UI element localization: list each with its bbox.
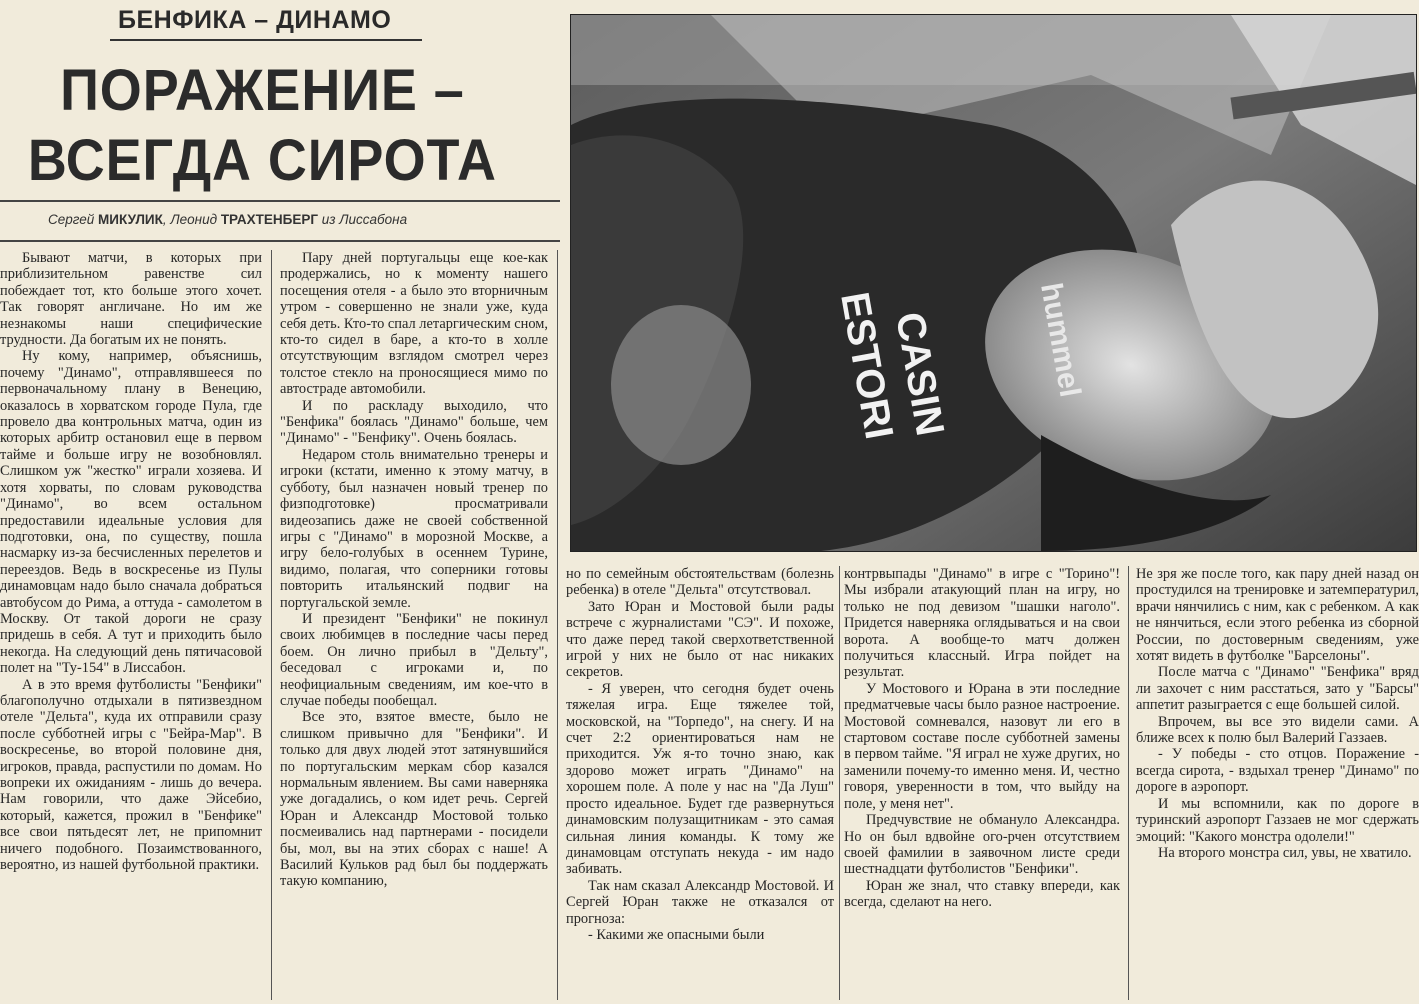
column-divider-2	[557, 250, 558, 1000]
paragraph: контрвыпады "Динамо" в игре с "Торино"! Мы избрали атакующий план на игру, но только не под девизом "шашки наголо". Придется наверняка оглядываться и на свои ворота. А вообще-то матч должен получиться классный. Игра пойдет на результат.	[844, 566, 1120, 681]
headline-line-1: ПОРАЖЕНИЕ –	[60, 58, 465, 123]
paragraph: И по раскладу выходило, что "Бенфика" боялась "Динамо" больше, чем "Динамо" - "Бенфику". Очень боялась.	[280, 397, 548, 447]
paragraph: И мы вспомнили, как по дороге в туринский аэропорт Газзаев не мог сдержать эмоций: "Какого монстра одолели!"	[1136, 795, 1419, 845]
byline-author-1: МИКУЛИК	[98, 212, 163, 227]
byline-prefix: Сергей	[48, 212, 99, 227]
paragraph: но по семейным обстоятельствам (болезнь ребенка) в отеле "Дельта" отсутствовал.	[566, 566, 834, 599]
byline-location: из Лиссабона	[318, 212, 408, 227]
paragraph: - Я уверен, что сегодня будет очень тяжелая игра. Еще тяжелее той, московской, на "Торпедо", на снегу. И на счет 2:2 ориентироваться нам не приходится. Уж я-то точно знаю, как здорово может играть "Динамо" на хорошем поле. А поле у нас на "Да Луш" просто идеальное. Будет где развернуться динамовским полузащитникам - это самая сильная линия команды. К тому же динамовцам отступать некуда - им надо забивать.	[566, 680, 834, 878]
paragraph: У Мостового и Юрана в эти последние предматчевые часы было разное настроение. Мостовой сомневался, назовут ли его в стартовом составе после субботней замены в первом тайме. "Я играл не хуже других, но заменили почему-то именно меня. И, честно говоря, уверенности в том, что выйду на поле, у меня нет".	[844, 680, 1120, 812]
paragraph: Все это, взятое вместе, было не слишком привычно для "Бенфики". И только для двух людей этот затянувшийся по португальским меркам сбор казался нормальным явлением. Вы сами наверняка уже догадались, о ком идет речь. Сергей Юран и Александр Мостовой только посмеивались над партнерами - посидели бы, мол, вы на этих сборах с наше! А Василий Кульков рад был бы поддержать такую компанию,	[280, 709, 548, 890]
paragraph: После матча с "Динамо" "Бенфика" вряд ли захочет с ним расстаться, зато у "Барсы" аппетит разыграется с еще большей силой.	[1136, 664, 1419, 714]
paragraph: Пару дней португальцы еще кое-как продержались, но к моменту нашего посещения отеля - а было это вторничным утром - совершенно не знали уже, куда себя деть. Кто-то спал летаргическим сном, кто-то сидел в баре, а кто-то в холле отсутствующим взглядом смотрел через толстое стекло на проносящиеся мимо по автостраде автомобили.	[280, 250, 548, 398]
text-column-3	[566, 566, 834, 1000]
paragraph: Бывают матчи, в которых при приблизительном равенстве сил побеждает тот, кто больше этого хочет. Так говорят англичане. Но им же незнакомы наши специфические трудности. Да богатым их не понять.	[0, 250, 262, 349]
paragraph: Юран же знал, что ставку впереди, как всегда, сделают на него.	[844, 877, 1120, 911]
paragraph: Впрочем, вы все это видели сами. А ближе всех к полю был Валерий Газзаев.	[1136, 713, 1419, 747]
jersey-brand: hummel	[1034, 280, 1087, 400]
text-column-2	[280, 250, 548, 1000]
article-headline	[2, 56, 523, 196]
text-column-4	[844, 566, 1120, 1000]
kicker-underline	[110, 39, 422, 41]
byline-divider	[0, 240, 560, 242]
column-divider-4	[1128, 566, 1129, 1000]
text-column-5	[1136, 566, 1419, 1000]
headline-divider	[0, 200, 560, 202]
byline-author-2: ТРАХТЕНБЕРГ	[220, 212, 318, 227]
paragraph: Зато Юран и Мостовой были рады встрече с журналистами "СЭ". И похоже, что даже перед такой сверхответственной игрой у них не было от нас никаких секретов.	[566, 598, 834, 681]
paragraph: Не зря же после того, как пару дней назад он простудился на тренировке и затемпературил, врачи нянчились с ним, как с ребенком. А как не нянчиться, если этого ребенка из сборной России, по достоверным сведениям, уже хотят видеть в футболке "Барселоны".	[1136, 566, 1419, 665]
paragraph: Предчувствие не обмануло Александра. Но он был вдвойне ого-рчен отсутствием своей фамилии в заявочном листе среди шестнадцати футболистов "Бенфики".	[844, 812, 1120, 878]
article-byline	[48, 212, 407, 227]
paragraph: - Какими же опасными были	[588, 926, 765, 943]
column-divider-1	[271, 250, 272, 1000]
jersey-sponsor-line-1: CASIN	[887, 308, 953, 440]
text-column-1	[0, 250, 262, 1000]
paragraph: Так нам сказал Александр Мостовой. И Сергей Юран также не отказался от прогноза:	[566, 877, 834, 927]
player-knee	[611, 305, 751, 465]
headline-line-2: ВСЕГДА СИРОТА	[27, 128, 497, 193]
match-photo	[570, 14, 1417, 552]
paragraph: На второго монстра сил, увы, не хватило.	[1158, 844, 1412, 861]
paragraph: А в это время футболисты "Бенфики" благополучно отдыхали в пятизвездном отеле "Дельта", куда их отправили сразу после субботней игры с "Бейра-Мар". В воскресенье, во второй половине дня, игроков, правда, распустили по домам. Но вопреки их ожиданиям - лишь до вечера. Нам говорили, что даже Эйсебио, который, кажется, прожил в "Бенфике" все свои пятьдесят лет, не припомнит ничего подобного. Позаимствованного, вероятно, из нашей футбольной практики.	[0, 676, 262, 874]
jersey-sponsor-line-2: ESTORI	[832, 288, 902, 443]
paragraph: Недаром столь внимательно тренеры и игроки (кстати, именно к этому матчу, в субботу, был назначен новый тренер по физподготовке) просматривали видеозапись даже не своей собственной игры с "Динамо" в морозной Москве, а игру бело-голубых в осеннем Турине, видимо, полагая, что соперники готовы повторить итальянский подвиг на португальской земле.	[280, 446, 548, 611]
article-kicker: БЕНФИКА – ДИНАМО	[118, 6, 392, 34]
column-divider-3	[839, 566, 840, 1000]
paragraph: Ну кому, например, объяснишь, почему "Динамо", отправлявшееся по первоначальному плану в Венецию, оказалось в хорватском городе Пула, где провело два контрольных матча, один из которых арбитр остановил еще в первом тайме и больше игру не возобновлял. Слишком уж "жестко" играли хозяева. И хотя хорваты, по словам руководства "Динамо", во всем остальном предоставили идеальные условия для подготовки, она, по существу, пошла насмарку из-за бесчисленных перелетов и переездов. Ведь в воскресенье из Пулы динамовцам надо было сначала добраться автобусом до Рима, а оттуда - самолетом в Москву. От такой дороги не сразу придешь в себя. А тут и приходить было некогда. На следующий день пятичасовой полет на "Ту-154" в Лиссабон.	[0, 348, 262, 677]
photo-illustration	[571, 15, 1416, 551]
byline-middle: , Леонид	[162, 212, 221, 227]
paragraph: - У победы - сто отцов. Поражение - всегда сирота, - вздыхал тренер "Динамо" по дороге в аэропорт.	[1136, 746, 1419, 796]
paragraph: И президент "Бенфики" не покинул своих любимцев в последние часы перед боем. Он лично прибыл в "Дельту", беседовал с игроками и, по неофициальным сведениям, им кое-что в случае победы пообещал.	[280, 610, 548, 709]
